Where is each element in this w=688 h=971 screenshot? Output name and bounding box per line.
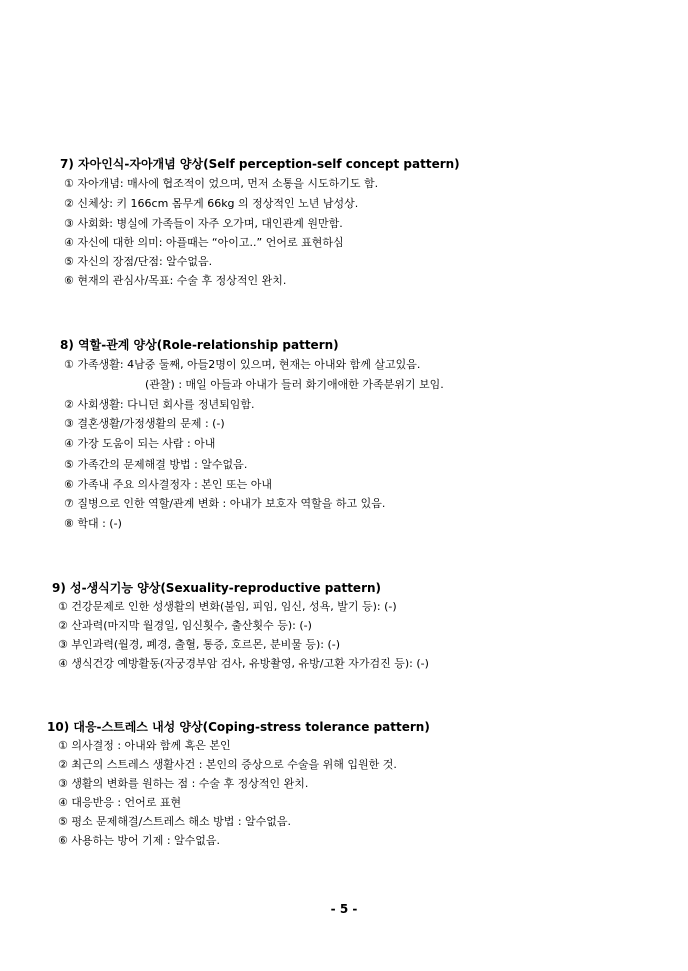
section-8-item-8: ⑧ 학대 : (-) <box>64 517 122 530</box>
section-8-item-6: ⑥ 가족내 주요 의사결정자 : 본인 또는 아내 <box>64 478 273 491</box>
section-7-item-5: ⑤ 자신의 장점/단점: 알수없음. <box>64 255 213 268</box>
section-10-item-6: ⑥ 사용하는 방어 기제 : 알수없음. <box>58 834 221 847</box>
section-10-item-2: ② 최근의 스트레스 생활사건 : 본인의 증상으로 수술을 위해 입원한 것. <box>58 758 397 771</box>
section-9-item-2: ② 산과력(마지막 월경일, 임신횟수, 출산횟수 등): (-) <box>58 619 312 632</box>
section-8-item-7: ⑦ 질병으로 인한 역할/관계 변화 : 아내가 보호자 역할을 하고 있음. <box>64 497 386 510</box>
section-9-title: 9) 성-생식기능 양상(Sexuality-reproductive pattern) <box>52 581 382 595</box>
section-10-item-4: ④ 대응반응 : 언어로 표현 <box>58 796 182 809</box>
section-7-title: 7) 자아인식-자아개념 양상(Self perception-self concept pattern) <box>60 157 460 171</box>
section-8-item-3: ③ 결혼생활/가정생활의 문제 : (-) <box>64 417 225 430</box>
section-10-item-3: ③ 생활의 변화를 원하는 점 : 수술 후 정상적인 완치. <box>58 777 309 790</box>
section-9-item-3: ③ 부인과력(월경, 폐경, 출혈, 통증, 호르몬, 분비물 등): (-) <box>58 638 341 651</box>
section-9-item-1: ① 건강문제로 인한 성생활의 변화(불임, 피임, 임신, 성욕, 발기 등): (-) <box>58 600 397 613</box>
section-7-item-6: ⑥ 현재의 관심사/목표: 수술 후 정상적인 완치. <box>64 274 287 287</box>
page-number: - 5 - <box>330 902 358 916</box>
section-8-item-4: ④ 가장 도움이 되는 사람 : 아내 <box>64 437 216 450</box>
section-10-item-1: ① 의사결정 : 아내와 함께 혹은 본인 <box>58 739 231 752</box>
section-8-title: 8) 역할-관계 양상(Role-relationship pattern) <box>60 338 339 352</box>
section-8-item-1-observation: (관찰) : 매일 아들과 아내가 들러 화기애애한 가족분위기 보임. <box>145 378 444 391</box>
section-7-item-3: ③ 사회화: 병실에 가족들이 자주 오가며, 대인관계 원만함. <box>64 217 343 230</box>
section-7-item-4: ④ 자신에 대한 의미: 아플때는 “아이고..” 언어로 표현하심 <box>64 236 344 249</box>
section-10-item-5: ⑤ 평소 문제해결/스트레스 해소 방법 : 알수없음. <box>58 815 292 828</box>
section-8-item-5: ⑤ 가족간의 문제해결 방법 : 알수없음. <box>64 458 248 471</box>
section-8-item-2: ② 사회생활: 다니던 회사를 정년퇴임함. <box>64 398 255 411</box>
section-8-item-1: ① 가족생활: 4남중 둘째, 아들2명이 있으며, 현재는 아내와 함께 살고있음. <box>64 358 421 371</box>
section-7-item-1: ① 자아개념: 매사에 협조적이 었으며, 먼저 소통을 시도하기도 함. <box>64 177 379 190</box>
section-7-item-2: ② 신체상: 키 166cm 몸무게 66kg 의 정상적인 노년 남성상. <box>64 197 359 210</box>
section-9-item-4: ④ 생식건강 예방활동(자궁경부암 검사, 유방촬영, 유방/고환 자가검진 등): (-) <box>58 657 429 670</box>
section-10-title: 10) 대응-스트레스 내성 양상(Coping-stress tolerance pattern) <box>47 720 430 734</box>
